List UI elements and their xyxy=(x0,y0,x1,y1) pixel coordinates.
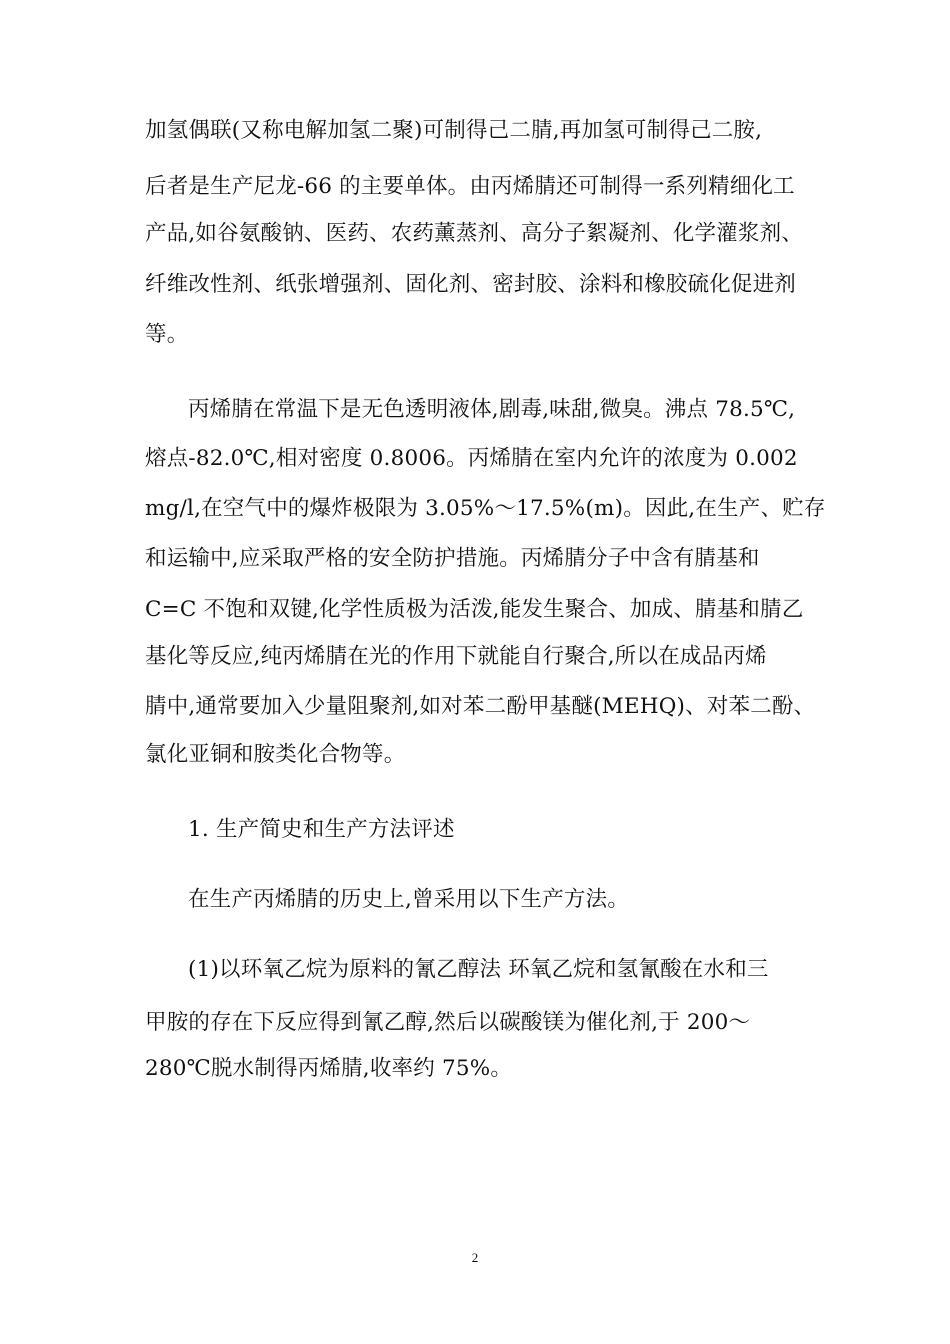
text-line: (1)以环氧乙烷为原料的氰乙醇法 环氧乙烷和氢氰酸在水和三 xyxy=(188,957,769,982)
text-line: 基化等反应,纯丙烯腈在光的作用下就能自行聚合,所以在成品丙烯 xyxy=(145,644,767,669)
text-line: 等。 xyxy=(145,322,189,347)
text-line: mg/l,在空气中的爆炸极限为 3.05%～17.5%(m)。因此,在生产、贮存 xyxy=(145,496,826,521)
text-line: 产品,如谷氨酸钠、医药、农药薰蒸剂、高分子絮凝剂、化学灌浆剂、 xyxy=(145,221,804,246)
text-line: 熔点-82.0℃,相对密度 0.8006。丙烯腈在室内允许的浓度为 0.002 xyxy=(145,446,798,471)
text-line: 腈中,通常要加入少量阻聚剂,如对苯二酚甲基醚(MEHQ)、对苯二酚、 xyxy=(145,694,816,719)
text-line: 和运输中,应采取严格的安全防护措施。丙烯腈分子中含有腈基和 xyxy=(145,546,760,571)
text-line: 280℃脱水制得丙烯腈,收率约 75%。 xyxy=(145,1056,513,1081)
text-line: 丙烯腈在常温下是无色透明液体,剧毒,味甜,微臭。沸点 78.5℃, xyxy=(188,397,796,422)
text-line: 氯化亚铜和胺类化合物等。 xyxy=(145,742,406,767)
text-line: C=C 不饱和双键,化学性质极为活泼,能发生聚合、加成、腈基和腈乙 xyxy=(145,597,804,622)
text-line: 在生产丙烯腈的历史上,曾采用以下生产方法。 xyxy=(188,887,630,912)
text-line: 纤维改性剂、纸张增强剂、固化剂、密封胶、涂料和橡胶硫化促进剂 xyxy=(145,272,797,297)
text-line: 后者是生产尼龙-66 的主要单体。由丙烯腈还可制得一系列精细化工 xyxy=(145,174,795,199)
page-number: 2 xyxy=(471,1250,479,1265)
text-line: 甲胺的存在下反应得到氰乙醇,然后以碳酸镁为催化剂,于 200～ xyxy=(145,1010,751,1035)
text-line: 加氢偶联(又称电解加氢二聚)可制得己二腈,再加氢可制得己二胺, xyxy=(145,118,763,143)
section-heading: 1. 生产简史和生产方法评述 xyxy=(188,817,455,842)
